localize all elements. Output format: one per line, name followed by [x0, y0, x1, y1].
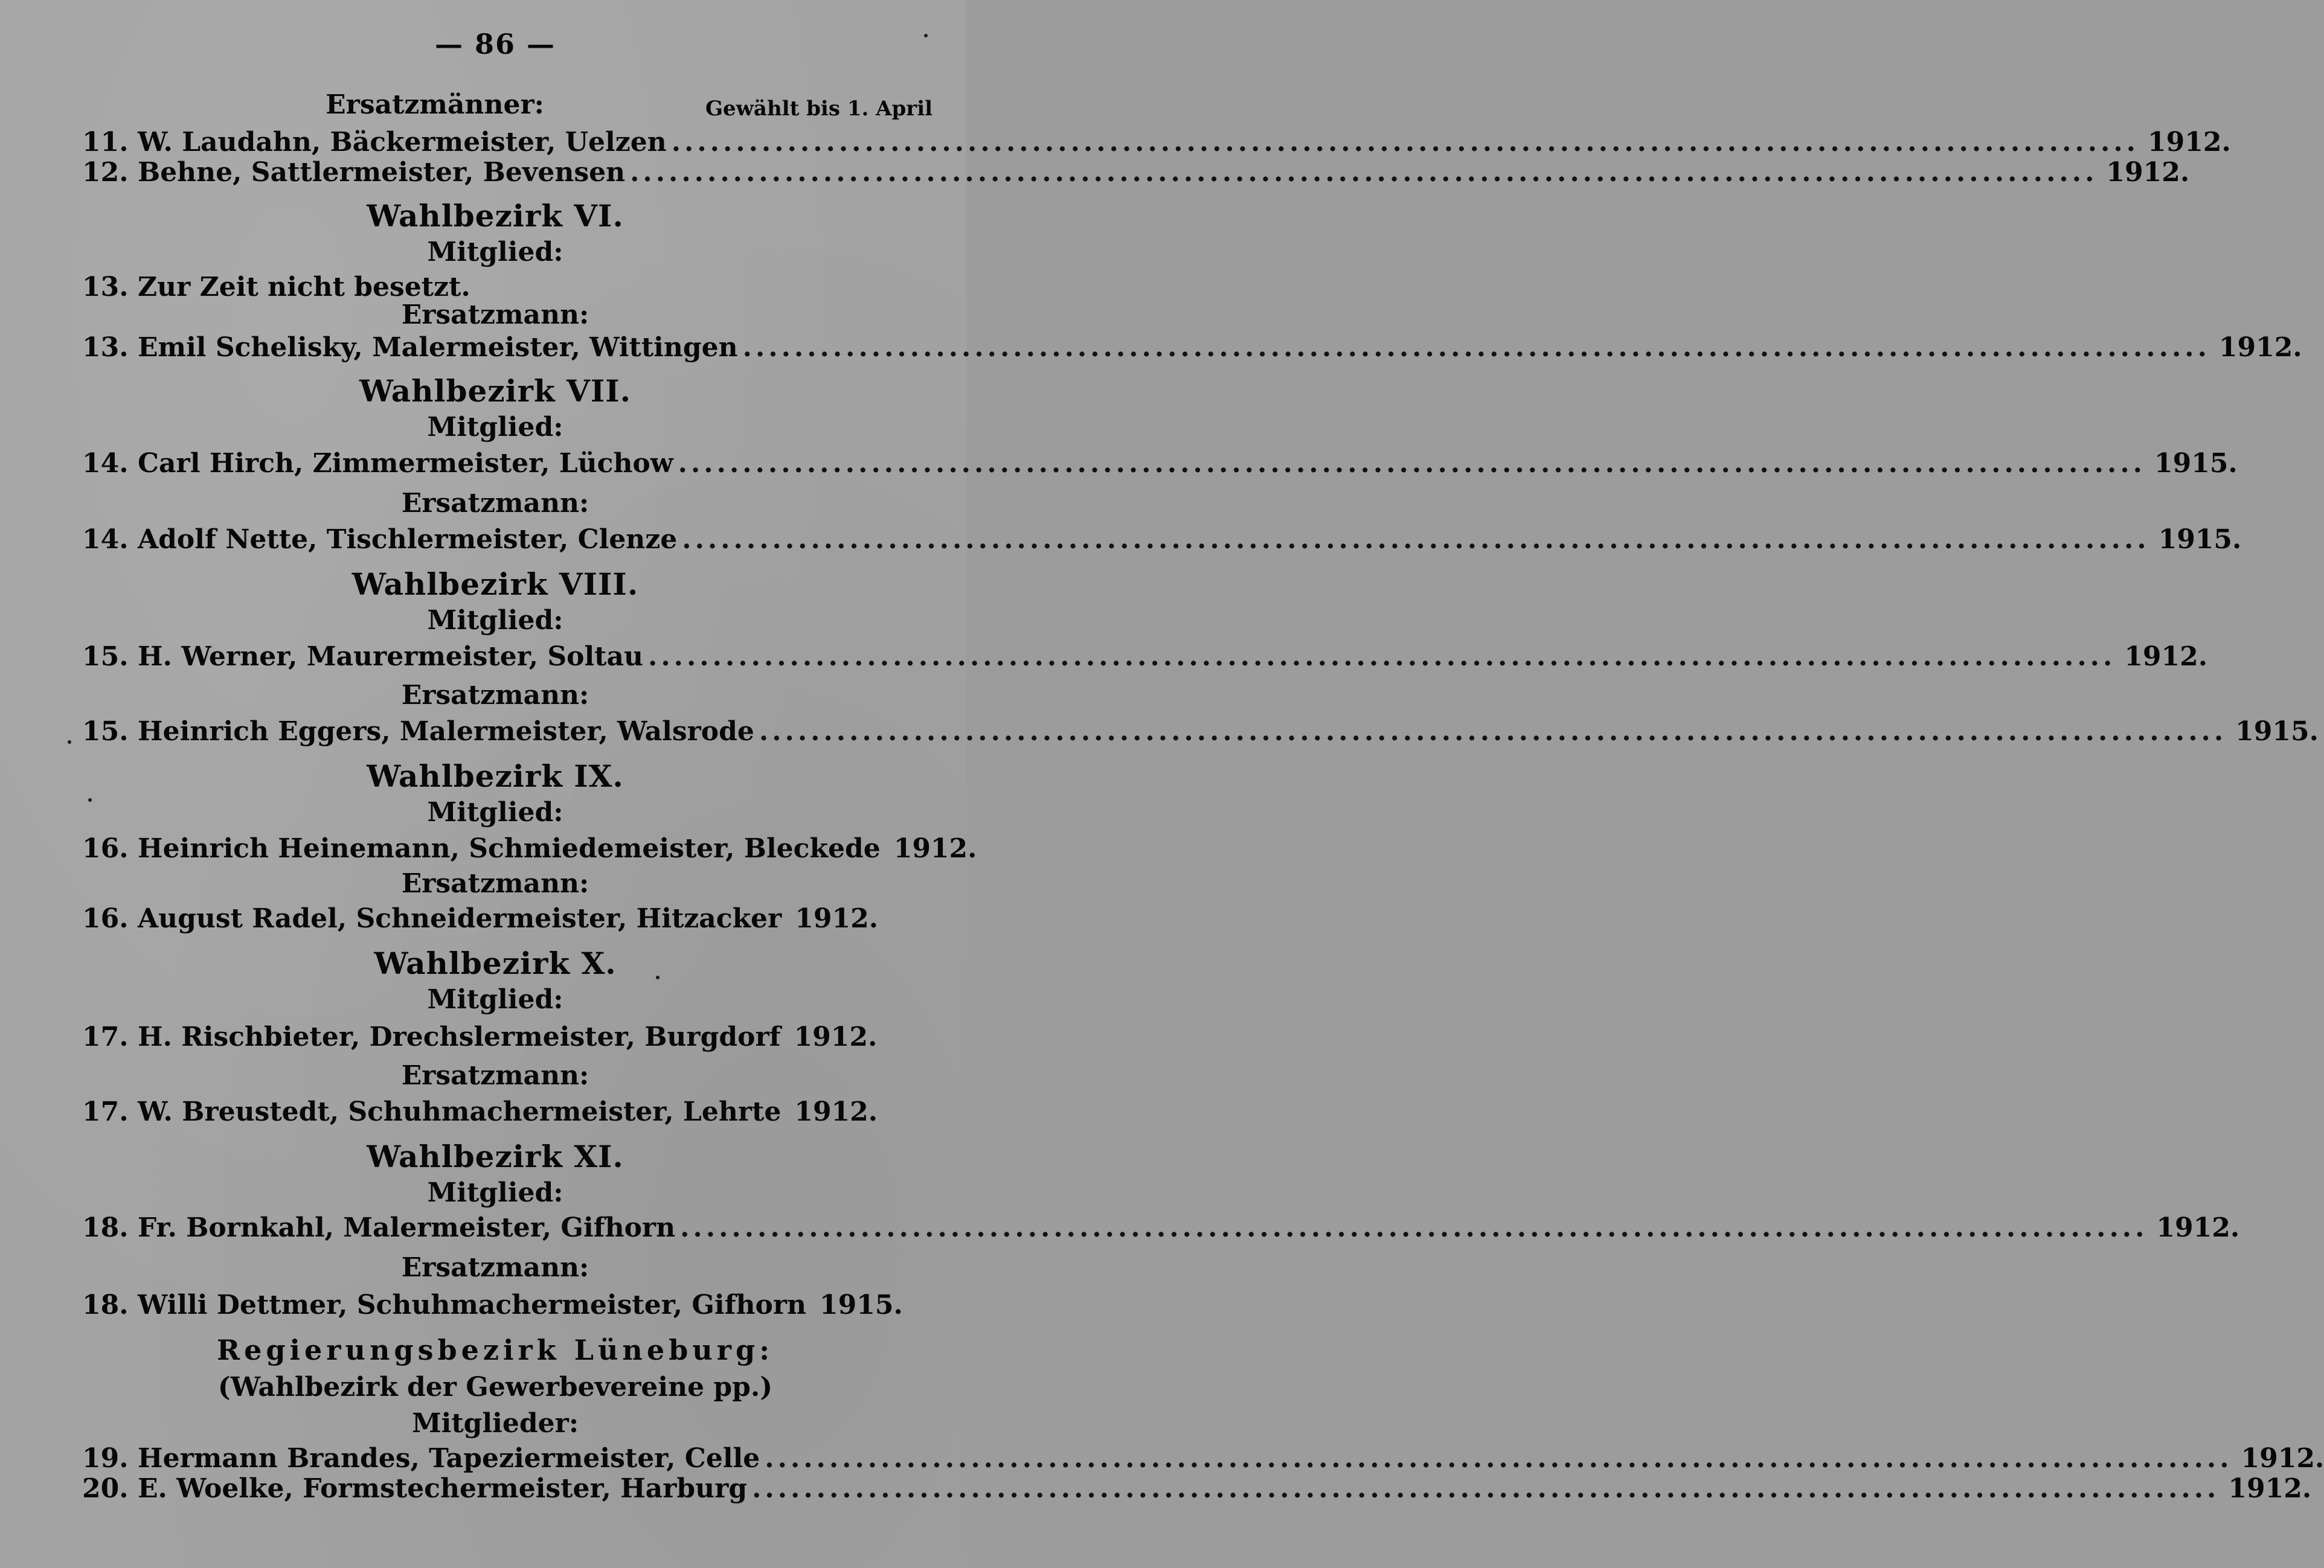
entry-name: Emil Schelisky, Malermeister, Wittingen	[138, 332, 738, 363]
list-item	[82, 831, 977, 867]
entry-name: Heinrich Heinemann, Schmiedemeister, Bleckede	[138, 833, 881, 864]
list-item	[82, 1094, 878, 1130]
member-label: Mitglied:	[427, 605, 563, 636]
entry-year: 1912.	[2156, 1212, 2240, 1243]
leader-dots	[630, 155, 2098, 191]
district-header-vi: Wahlbezirk VI.	[367, 198, 624, 234]
entry-name: W. Laudahn, Bäckermeister, Uelzen	[138, 127, 667, 158]
list-item	[82, 901, 879, 937]
district-header-xi: Wahlbezirk XI.	[367, 1139, 624, 1174]
entry-year: 1915.	[2235, 716, 2319, 747]
print-speck	[656, 976, 660, 979]
entry-name: Hermann Brandes, Tapeziermeister, Celle	[138, 1443, 760, 1474]
entry-name: August Radel, Schneidermeister, Hitzacker	[138, 903, 782, 934]
district-header-ix: Wahlbezirk IX.	[367, 758, 624, 794]
list-item	[82, 1287, 903, 1323]
entry-number: 14.	[82, 524, 129, 555]
member-label: Mitglied:	[427, 1177, 563, 1208]
entry-year: 1912.	[795, 903, 879, 934]
list-item	[82, 639, 2208, 675]
entry-year: 1912.	[893, 833, 977, 864]
leader-dots	[752, 1471, 2220, 1507]
entry-number: 13.	[82, 332, 129, 363]
entry-number: 18.	[82, 1212, 129, 1243]
substitute-label: Ersatzmann:	[401, 299, 589, 330]
members-label: Mitglieder:	[411, 1408, 579, 1439]
list-item	[82, 1019, 878, 1055]
entry-year: 1912.	[794, 1096, 878, 1127]
list-item	[82, 714, 2319, 750]
entry-number: 15.	[82, 641, 129, 672]
entry-number: 16.	[82, 903, 129, 934]
list-item	[82, 155, 2190, 191]
entry-year: 1912.	[2218, 332, 2302, 363]
entry-number: 15.	[82, 716, 129, 747]
page-number: — 86 —	[434, 28, 556, 60]
entry-number: 18.	[82, 1290, 129, 1320]
entry-year: 1912.	[2241, 1443, 2324, 1474]
list-item	[82, 522, 2242, 558]
region-subtitle: (Wahlbezirk der Gewerbevereine pp.)	[217, 1372, 773, 1403]
district-header-viii: Wahlbezirk VIII.	[351, 566, 639, 602]
entry-year: 1915.	[2158, 524, 2242, 555]
list-item	[82, 1471, 2312, 1507]
substitute-label: Ersatzmann:	[401, 1060, 589, 1091]
entry-name: Heinrich Eggers, Malermeister, Walsrode	[138, 716, 754, 747]
district-header-x: Wahlbezirk X.	[374, 946, 617, 981]
entry-year: 1912.	[2124, 641, 2208, 672]
elected-until-label: Gewählt bis 1. April	[705, 97, 933, 121]
entry-name: E. Woelke, Formstechermeister, Harburg	[138, 1473, 748, 1504]
entry-number: 13.	[82, 272, 129, 302]
entry-name: Adolf Nette, Tischlermeister, Clenze	[138, 524, 678, 555]
entry-year: 1915.	[2154, 448, 2238, 479]
leader-dots	[678, 446, 2146, 482]
entry-year: 1912.	[2106, 157, 2190, 188]
entry-name: Willi Dettmer, Schuhmachermeister, Gifhorn	[138, 1290, 807, 1320]
member-label: Mitglied:	[427, 412, 563, 443]
substitute-label: Ersatzmann:	[401, 1252, 589, 1283]
entry-year: 1915.	[820, 1290, 903, 1320]
entry-name: Zur Zeit nicht besetzt.	[138, 272, 470, 302]
entry-name: Carl Hirch, Zimmermeister, Lüchow	[138, 448, 673, 479]
leader-dots	[648, 639, 2116, 675]
print-speck	[68, 740, 71, 744]
list-item	[82, 330, 2302, 366]
entry-name: H. Rischbieter, Drechslermeister, Burgdorf	[138, 1022, 781, 1052]
entry-number: 11.	[82, 127, 129, 158]
substitute-label: Ersatzmann:	[401, 680, 589, 711]
substitute-label: Ersatzmann:	[401, 868, 589, 899]
entry-number: 17.	[82, 1022, 129, 1052]
leader-dots	[680, 1210, 2148, 1246]
entry-year: 1912.	[794, 1022, 878, 1052]
entry-number: 20.	[82, 1473, 129, 1504]
entry-name: Behne, Sattlermeister, Bevensen	[138, 157, 626, 188]
leader-dots	[682, 522, 2149, 558]
print-speck	[924, 34, 928, 37]
entry-number: 17.	[82, 1096, 129, 1127]
entry-number: 16.	[82, 833, 129, 864]
entry-number: 19.	[82, 1443, 129, 1474]
substitutes-header: Ersatzmänner:	[326, 89, 544, 120]
entry-year: 1912.	[2228, 1473, 2312, 1504]
member-label: Mitglied:	[427, 984, 563, 1015]
region-header: Regierungsbezirk Lüneburg:	[216, 1334, 774, 1366]
list-item	[82, 1210, 2240, 1246]
leader-dots	[743, 330, 2210, 366]
district-header-vii: Wahlbezirk VII.	[359, 373, 632, 409]
entry-name: H. Werner, Maurermeister, Soltau	[138, 641, 644, 672]
member-label: Mitglied:	[427, 237, 563, 267]
entry-year: 1912.	[2148, 127, 2231, 158]
entry-name: Fr. Bornkahl, Malermeister, Gifhorn	[138, 1212, 676, 1243]
member-label: Mitglied:	[427, 797, 563, 828]
substitute-label: Ersatzmann:	[401, 488, 589, 519]
list-item	[82, 446, 2238, 482]
leader-dots	[759, 714, 2227, 750]
entry-number: 14.	[82, 448, 129, 479]
entry-name: W. Breustedt, Schuhmachermeister, Lehrte	[138, 1096, 782, 1127]
print-speck	[88, 798, 92, 802]
entry-number: 12.	[82, 157, 129, 188]
